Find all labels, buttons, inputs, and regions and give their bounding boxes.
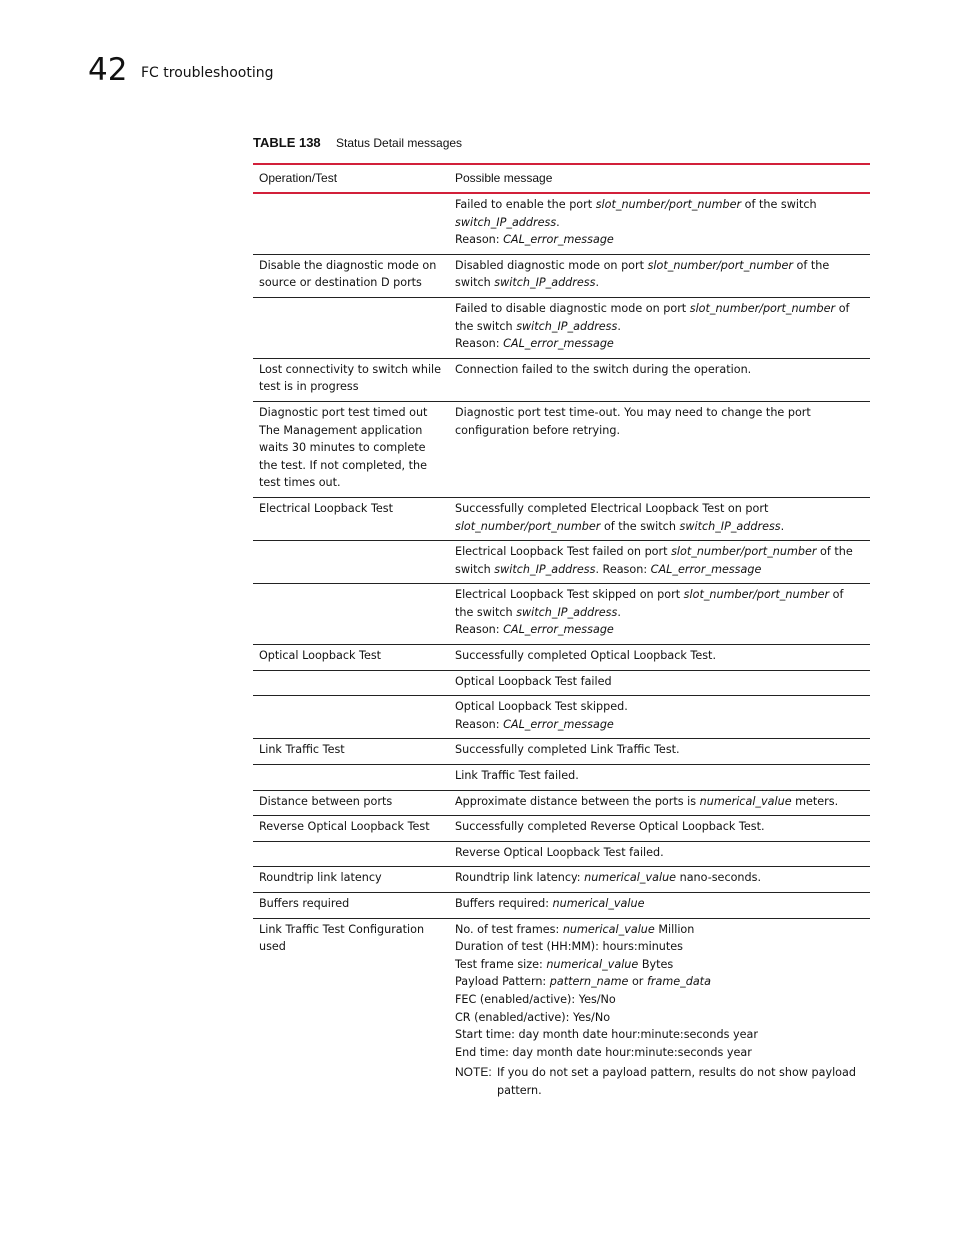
operation-line: Optical Loopback Test <box>259 649 382 663</box>
placeholder-variable: switch_IP_address <box>679 519 781 533</box>
message-line <box>455 500 864 518</box>
message-line <box>455 257 864 275</box>
message-line <box>455 698 864 716</box>
operation-cell <box>253 696 449 739</box>
message-text: Reason: <box>455 337 504 351</box>
message-text: Optical Loopback Test skipped. <box>455 700 628 714</box>
note-line: pattern. <box>497 1083 542 1097</box>
message-text: configuration before retrying. <box>455 423 621 437</box>
placeholder-variable: switch_IP_address <box>494 276 596 290</box>
message-cell <box>449 696 870 739</box>
message-cell <box>449 358 870 401</box>
message-text: Bytes <box>638 957 674 971</box>
placeholder-variable: numerical_value <box>552 897 645 910</box>
message-line <box>455 604 864 622</box>
message-cell <box>449 816 870 842</box>
message-text: Successfully completed Optical Loopback Test. <box>455 649 716 663</box>
placeholder-variable: frame_data <box>646 975 711 989</box>
operation-cell <box>253 790 449 816</box>
status-detail-table <box>253 163 870 1105</box>
operation-cell <box>253 497 449 540</box>
message-line <box>455 543 864 561</box>
message-text: . <box>617 319 621 333</box>
message-text: Disabled diagnostic mode on port <box>455 258 648 272</box>
message-cell <box>449 893 870 919</box>
table-row <box>253 670 870 696</box>
message-line <box>455 741 864 759</box>
message-text: . <box>780 519 785 533</box>
message-line <box>455 991 864 1009</box>
placeholder-variable: numerical_value <box>584 871 677 885</box>
message-line <box>455 716 864 734</box>
message-cell <box>449 297 870 358</box>
message-text: Duration of test (HH:MM): hours:minutes <box>455 940 683 954</box>
message-text: Connection failed to the switch during the operation. <box>455 362 752 376</box>
placeholder-variable: switch_IP_address <box>516 605 618 619</box>
operation-cell <box>253 670 449 696</box>
message-text: of <box>835 301 850 315</box>
message-line <box>455 938 864 956</box>
table-row <box>253 790 870 816</box>
placeholder-variable: CAL_error_message <box>503 623 614 637</box>
message-line <box>455 956 864 974</box>
placeholder-variable: slot_number/port_number <box>671 545 817 559</box>
message-line <box>455 621 864 639</box>
message-line <box>455 1026 864 1044</box>
message-cell <box>449 739 870 765</box>
message-text: Successfully completed Reverse Optical Loopback Test. <box>455 820 765 834</box>
operation-cell <box>253 358 449 401</box>
table-row <box>253 193 870 254</box>
message-text: Diagnostic port test time-out. You may need to change the port <box>455 405 811 419</box>
operation-cell <box>253 254 449 297</box>
message-text: . <box>556 215 560 229</box>
message-cell <box>449 541 870 584</box>
table-body <box>253 193 870 1105</box>
message-text: CR (enabled/active): Yes/No <box>455 1010 611 1024</box>
operation-line: test times out. <box>259 476 341 490</box>
placeholder-variable: switch_IP_address <box>494 562 596 576</box>
table-row <box>253 739 870 765</box>
message-cell <box>449 584 870 645</box>
message-line <box>455 1009 864 1027</box>
message-line <box>455 844 864 862</box>
message-line <box>455 921 864 939</box>
message-cell <box>449 841 870 867</box>
table-row <box>253 816 870 842</box>
message-cell <box>449 790 870 816</box>
operation-line: Buffers required <box>259 897 350 910</box>
message-text: Failed to enable the port <box>455 198 596 211</box>
message-cell <box>449 670 870 696</box>
message-line <box>455 673 864 691</box>
message-line <box>455 404 864 422</box>
note-text <box>497 1064 864 1099</box>
table-row <box>253 918 870 1104</box>
table-row <box>253 497 870 540</box>
placeholder-variable: switch_IP_address <box>516 319 618 333</box>
message-line <box>455 818 864 836</box>
message-line <box>455 869 864 887</box>
message-text: Approximate distance between the ports is <box>455 794 700 808</box>
message-line <box>455 647 864 665</box>
operation-line: Reverse Optical Loopback Test <box>259 820 430 834</box>
message-line <box>455 793 864 811</box>
table-row <box>253 358 870 401</box>
message-line <box>455 767 864 785</box>
table-title: Status Detail messages <box>336 136 463 150</box>
operation-cell <box>253 193 449 254</box>
message-text: . <box>595 276 599 290</box>
message-text: of the switch <box>600 519 680 533</box>
table-row <box>253 541 870 584</box>
table-row <box>253 401 870 497</box>
message-cell <box>449 645 870 671</box>
message-text: the switch <box>455 319 517 333</box>
message-cell <box>449 867 870 893</box>
operation-cell <box>253 765 449 791</box>
placeholder-variable: slot_number/port_number <box>689 301 836 315</box>
table-label: TABLE 138 <box>253 135 321 150</box>
placeholder-variable: numerical_value <box>699 794 792 808</box>
message-line <box>455 361 864 379</box>
message-text: . <box>617 605 621 619</box>
message-cell <box>449 765 870 791</box>
message-text: Test frame size: <box>455 957 547 971</box>
operation-line: Electrical Loopback Test <box>259 501 393 515</box>
message-line <box>455 895 864 913</box>
message-line <box>455 1044 864 1062</box>
message-cell <box>449 918 870 1104</box>
message-text: Electrical Loopback Test failed on port <box>455 545 672 559</box>
message-text: Failed to disable diagnostic mode on port <box>455 301 690 315</box>
operation-cell <box>253 584 449 645</box>
note <box>455 1064 864 1099</box>
operation-cell <box>253 816 449 842</box>
operation-line: source or destination D ports <box>259 276 422 290</box>
message-text: End time: day month date hour:minute:seconds year <box>455 1045 752 1059</box>
placeholder-variable: slot_number/port_number <box>595 198 742 211</box>
placeholder-variable: CAL_error_message <box>503 233 614 247</box>
operation-cell <box>253 739 449 765</box>
operation-line: Lost connectivity to switch while <box>259 362 442 376</box>
table-row <box>253 893 870 919</box>
message-line <box>455 561 864 579</box>
placeholder-variable: numerical_value <box>562 922 655 936</box>
message-line <box>455 274 864 292</box>
message-text: Payload Pattern: <box>455 975 550 989</box>
message-text: Successfully completed Electrical Loopback Test on port <box>455 501 769 515</box>
operation-line: Disable the diagnostic mode on <box>259 258 437 272</box>
placeholder-variable: slot_number/port_number <box>683 588 830 602</box>
message-line <box>455 518 864 536</box>
message-text: Roundtrip link latency: <box>455 871 585 885</box>
message-line <box>455 973 864 991</box>
message-line <box>455 586 864 604</box>
message-text: . Reason: <box>595 562 651 576</box>
note-label: NOTE: <box>455 1065 492 1080</box>
placeholder-variable: switch_IP_address <box>455 215 557 229</box>
operation-line: the test. If not completed, the <box>259 458 428 472</box>
message-text: Reason: <box>455 623 504 637</box>
placeholder-variable: slot_number/port_number <box>455 519 601 533</box>
message-text: of the switch <box>741 198 817 211</box>
table-header-row <box>253 164 870 193</box>
message-line <box>455 335 864 353</box>
placeholder-variable: numerical_value <box>546 957 639 971</box>
table-row <box>253 645 870 671</box>
message-line <box>455 318 864 336</box>
message-cell <box>449 497 870 540</box>
message-text: of the <box>792 258 830 272</box>
table-row <box>253 254 870 297</box>
table-row <box>253 765 870 791</box>
chapter-title: FC troubleshooting <box>141 65 274 81</box>
placeholder-variable: CAL_error_message <box>650 562 762 576</box>
operation-cell <box>253 645 449 671</box>
message-text: Link Traffic Test failed. <box>455 769 579 783</box>
message-text: Reverse Optical Loopback Test failed. <box>455 845 664 859</box>
message-text: Start time: day month date hour:minute:seconds year <box>455 1028 758 1042</box>
message-text: Optical Loopback Test failed <box>455 674 612 688</box>
operation-cell <box>253 918 449 1104</box>
message-text: Successfully completed Link Traffic Test. <box>455 743 680 757</box>
operation-line: used <box>259 940 286 954</box>
operation-line: The Management application <box>259 423 423 437</box>
message-text: switch <box>455 562 495 576</box>
message-text: Electrical Loopback Test skipped on port <box>455 588 684 602</box>
message-text: nano-seconds. <box>676 871 762 885</box>
operation-cell <box>253 401 449 497</box>
message-text: Reason: <box>455 717 504 731</box>
note-line: If you do not set a payload pattern, results do not show payload <box>497 1066 856 1080</box>
operation-line: waits 30 minutes to complete <box>259 441 426 455</box>
message-cell <box>449 193 870 254</box>
operation-cell <box>253 297 449 358</box>
operation-cell <box>253 541 449 584</box>
column-header-operation: Operation/Test <box>253 164 449 193</box>
chapter-number: 42 <box>88 52 128 88</box>
message-text: Buffers required: <box>455 897 553 910</box>
table-row <box>253 584 870 645</box>
column-header-message: Possible message <box>449 164 870 193</box>
table-row <box>253 867 870 893</box>
message-text: the switch <box>455 605 517 619</box>
message-text: of <box>829 588 844 602</box>
message-text: switch <box>455 276 495 290</box>
table-row <box>253 696 870 739</box>
operation-cell <box>253 867 449 893</box>
message-cell <box>449 401 870 497</box>
placeholder-variable: slot_number/port_number <box>647 258 793 272</box>
operation-line: Link Traffic Test <box>259 743 345 757</box>
placeholder-variable: CAL_error_message <box>503 337 614 351</box>
message-line <box>455 300 864 318</box>
operation-line: Distance between ports <box>259 794 393 808</box>
message-cell <box>449 254 870 297</box>
table-row <box>253 297 870 358</box>
operation-line: Roundtrip link latency <box>259 871 382 885</box>
message-text: Million <box>654 922 695 936</box>
message-line <box>455 214 864 232</box>
table-row <box>253 841 870 867</box>
message-line <box>455 231 864 249</box>
operation-line: test is in progress <box>259 380 359 394</box>
operation-cell <box>253 841 449 867</box>
message-text: or <box>628 975 647 989</box>
operation-line: Diagnostic port test timed out <box>259 405 428 419</box>
message-line <box>455 422 864 440</box>
operation-line: Link Traffic Test Configuration <box>259 922 425 936</box>
message-text: meters. <box>791 794 839 808</box>
message-text: Reason: <box>455 233 504 247</box>
message-text: of the <box>816 545 853 559</box>
message-text: No. of test frames: <box>455 922 563 936</box>
placeholder-variable: pattern_name <box>549 975 629 989</box>
placeholder-variable: CAL_error_message <box>503 717 614 731</box>
message-text: FEC (enabled/active): Yes/No <box>455 992 616 1006</box>
message-line <box>455 196 864 214</box>
operation-cell <box>253 893 449 919</box>
